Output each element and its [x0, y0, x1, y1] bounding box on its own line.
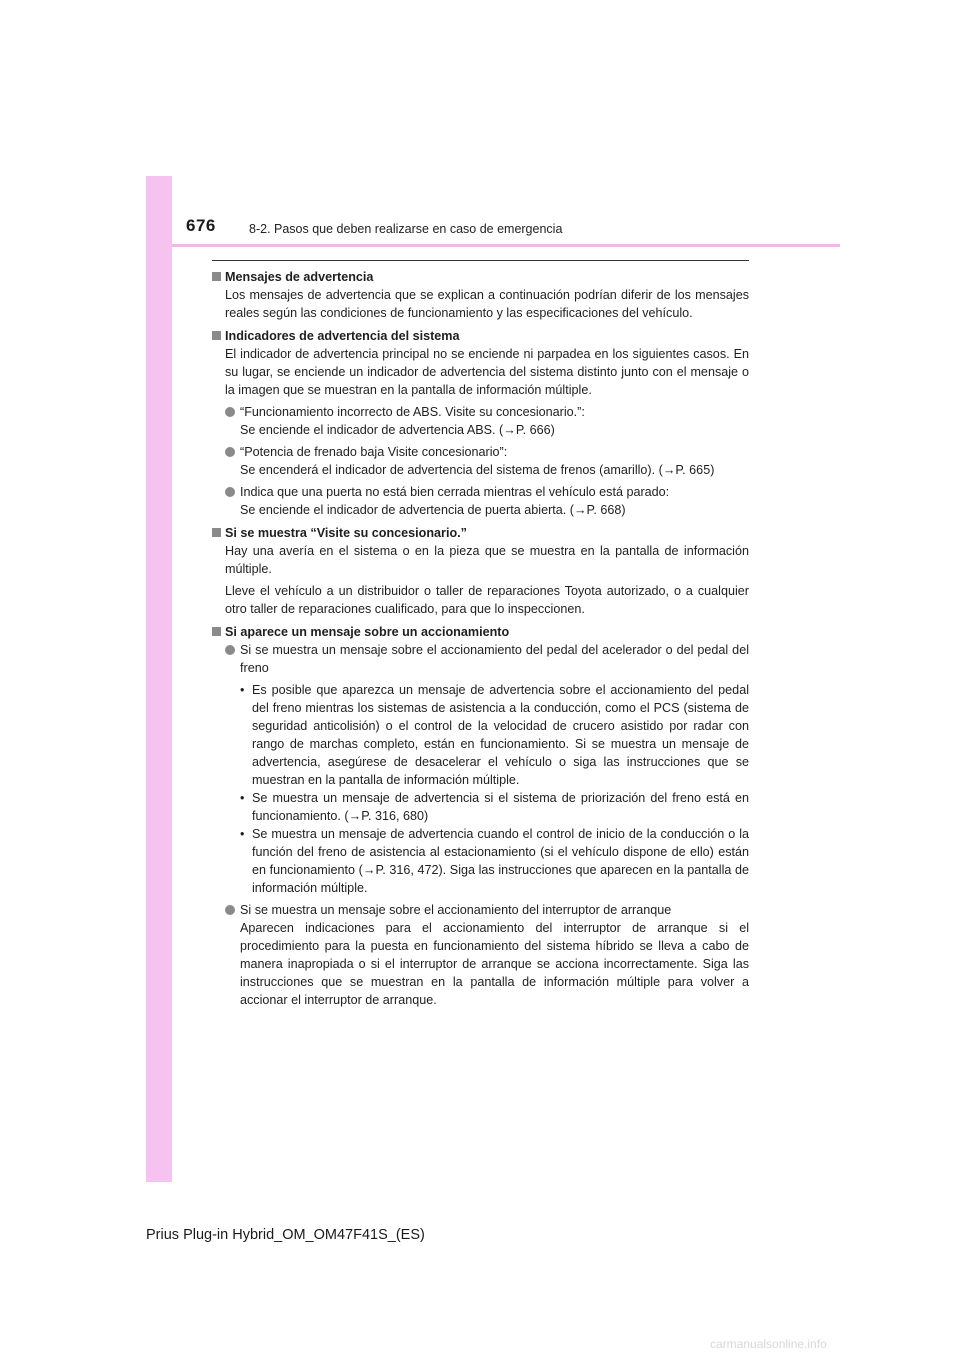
- section-warning-messages: [212, 268, 749, 322]
- square-bullet-icon: [212, 627, 221, 636]
- section-heading: Si se muestra “Visite su concesionario.”: [225, 526, 467, 540]
- list-item: “Funcionamiento incorrecto de ABS. Visite su concesionario.”: Se enciende el indicador de advertencia ABS. (→P. 666): [212, 403, 749, 439]
- list-item: “Potencia de frenado baja Visite concesionario”: Se encenderá el indicador de advertencia del sistema de frenos (amarillo). (→P. 665): [212, 443, 749, 479]
- round-bullet-icon: [225, 407, 235, 417]
- list-item: Indica que una puerta no está bien cerrada mientras el vehículo está parado: Se enciende el indicador de advertencia de puerta abierta. (→P. 668): [212, 483, 749, 519]
- section-title: 8-2. Pasos que deben realizarse en caso de emergencia: [249, 222, 563, 236]
- list-item: Si se muestra un mensaje sobre el accionamiento del interruptor de arranque Aparecen indicaciones para el accionamiento del interruptor de arranque si el procedimiento para la puesta en funcionamiento del sistema híbrido se lleva a cabo de manera inapropiada o si el interruptor de arranque se acciona incorrectamente. Siga las instrucciones que se muestran en la pantalla de información múltiple para volver a accionar el interruptor de arranque.: [212, 901, 749, 1009]
- list-item: Si se muestra un mensaje sobre el accionamiento del pedal del acelerador o del pedal del freno: [212, 641, 749, 677]
- sub-list-item: • Se muestra un mensaje de advertencia cuando el control de inicio de la conducción o la función del freno de asistencia al estacionamiento (si el vehículo dispone de ello) están en funcionamiento (→P. 316, 472). Siga las instrucciones que aparecen en la pantalla de información múltiple.: [240, 827, 749, 895]
- section-heading: Si aparece un mensaje sobre un accionamiento: [225, 625, 510, 639]
- paragraph: Lleve el vehículo a un distribuidor o taller de reparaciones Toyota autorizado, o a cualquier otro taller de reparaciones cualificado, para que lo inspeccionen.: [225, 584, 749, 616]
- round-bullet-icon: [225, 447, 235, 457]
- section-system-indicators: [212, 327, 749, 519]
- section-operation-message: [212, 623, 749, 1009]
- round-bullet-icon: [225, 905, 235, 915]
- footer-manual-id: Prius Plug-in Hybrid_OM_OM47F41S_(ES): [146, 1227, 425, 1243]
- paragraph: El indicador de advertencia principal no se enciende ni parpadea en los siguientes casos. En su lugar, se enciende un indicador de advertencia del sistema distinto junto con el mensaje o la imagen que se muestran en la pantalla de información múltiple.: [225, 347, 749, 397]
- square-bullet-icon: [212, 528, 221, 537]
- section-heading: Mensajes de advertencia: [225, 270, 374, 284]
- section-heading: Indicadores de advertencia del sistema: [225, 329, 460, 343]
- content-top-rule: [212, 260, 749, 261]
- section-visit-dealer: [212, 524, 749, 618]
- square-bullet-icon: [212, 331, 221, 340]
- chapter-sidebar-tab: [146, 176, 172, 1182]
- header-underline: [172, 244, 840, 247]
- square-bullet-icon: [212, 272, 221, 281]
- paragraph: Hay una avería en el sistema o en la pieza que se muestra en la pantalla de información múltiple.: [225, 544, 749, 576]
- page-content: [212, 268, 749, 1014]
- round-bullet-icon: [225, 645, 235, 655]
- sub-list-item: • Se muestra un mensaje de advertencia si el sistema de priorización del freno está en funcionamiento. (→P. 316, 680): [240, 791, 749, 823]
- sub-list-item: • Es posible que aparezca un mensaje de advertencia sobre el accionamiento del pedal del freno mientras los sistemas de asistencia a la conducción, como el PCS (sistema de seguridad anticolisión) o el control de la velocidad de crucero asistido por radar con rango de marchas completo, están en funcionamiento. Si se muestra un mensaje de advertencia, asegúrese de desacelerar el vehículo o siga las instrucciones que se muestran en la pantalla de información múltiple.: [240, 683, 749, 787]
- watermark: carmanualsonline.info: [710, 1337, 827, 1351]
- paragraph: Los mensajes de advertencia que se explican a continuación podrían diferir de los mensajes reales según las condiciones de funcionamiento y las especificaciones del vehículo.: [225, 288, 749, 320]
- round-bullet-icon: [225, 487, 235, 497]
- page-number: 676: [186, 216, 216, 235]
